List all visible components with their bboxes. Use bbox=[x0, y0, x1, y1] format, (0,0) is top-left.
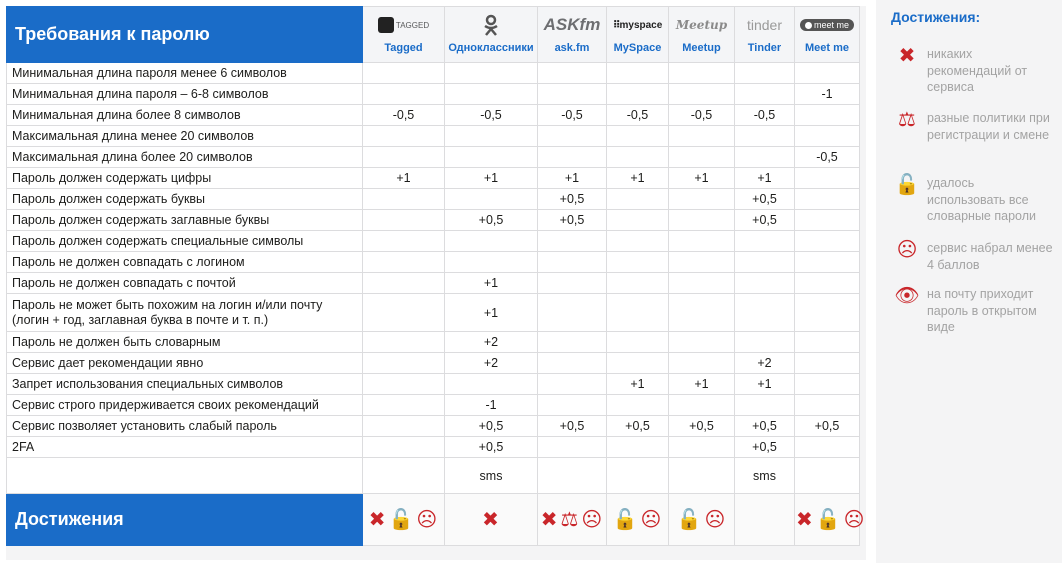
cross-icon: ✖ bbox=[796, 509, 814, 531]
score-cell: -0,5 bbox=[445, 105, 538, 126]
score-cell: +1 bbox=[735, 168, 795, 189]
table-row bbox=[7, 395, 860, 416]
table-row bbox=[7, 168, 860, 189]
score-cell bbox=[607, 189, 669, 210]
score-cell bbox=[363, 294, 445, 332]
score-cell bbox=[669, 210, 735, 231]
score-cell bbox=[363, 458, 445, 494]
score-cell: +0,5 bbox=[445, 437, 538, 458]
score-cell bbox=[607, 231, 669, 252]
score-cell bbox=[445, 189, 538, 210]
score-cell bbox=[607, 84, 669, 105]
achievements-row-title: Достижения bbox=[7, 494, 363, 546]
achievements-cell bbox=[363, 494, 445, 546]
score-cell bbox=[669, 332, 735, 353]
score-cell bbox=[669, 458, 735, 494]
score-cell bbox=[735, 294, 795, 332]
service-name: Tagged bbox=[384, 42, 423, 54]
requirement-label-text: Сервис строго придерживается своих рекомендаций bbox=[12, 397, 319, 412]
score-cell bbox=[607, 395, 669, 416]
requirement-label bbox=[7, 105, 363, 126]
requirement-label-text: Пароль не должен совпадать с логином bbox=[12, 254, 245, 269]
score-cell bbox=[607, 437, 669, 458]
service-meetup bbox=[669, 7, 735, 63]
score-cell bbox=[669, 63, 735, 84]
score-cell bbox=[538, 84, 607, 105]
meetup-logo-icon: Meetup bbox=[675, 18, 728, 32]
score-cell: +1 bbox=[538, 168, 607, 189]
score-cell bbox=[538, 231, 607, 252]
score-cell bbox=[735, 63, 795, 84]
achievements-cell bbox=[538, 494, 607, 546]
score-cell: sms bbox=[445, 458, 538, 494]
score-cell bbox=[735, 231, 795, 252]
sad-face-icon: ☹ bbox=[640, 509, 663, 531]
requirement-label bbox=[7, 252, 363, 273]
myspace-logo-icon: ⠿myspace bbox=[612, 19, 663, 31]
score-cell bbox=[669, 147, 735, 168]
score-cell bbox=[795, 437, 860, 458]
score-cell bbox=[735, 252, 795, 273]
table-row bbox=[7, 147, 860, 168]
requirement-label bbox=[7, 437, 363, 458]
score-cell bbox=[363, 189, 445, 210]
sad-face-icon: ☹ bbox=[843, 509, 866, 531]
score-cell: +1 bbox=[607, 168, 669, 189]
requirement-label-text: Сервис дает рекомендации явно bbox=[12, 355, 204, 370]
table-row bbox=[7, 252, 860, 273]
score-cell: +1 bbox=[607, 374, 669, 395]
legend-item-text: разные политики при регистрации и смене bbox=[927, 111, 1050, 142]
requirement-label bbox=[7, 63, 363, 84]
score-cell bbox=[607, 332, 669, 353]
sad-face-icon: ☹ bbox=[581, 509, 604, 531]
score-cell: -1 bbox=[445, 395, 538, 416]
table-row bbox=[7, 126, 860, 147]
score-cell: +1 bbox=[669, 168, 735, 189]
service-askfm bbox=[538, 7, 607, 63]
requirement-label-text: Минимальная длина пароля менее 6 символов bbox=[12, 65, 287, 80]
score-cell bbox=[795, 294, 860, 332]
score-cell bbox=[363, 416, 445, 437]
achievements-cell bbox=[669, 494, 735, 546]
unlock-icon: 🔓 bbox=[815, 509, 842, 531]
requirement-label-text: Пароль должен содержать цифры bbox=[12, 170, 212, 185]
score-cell: +0,5 bbox=[538, 189, 607, 210]
score-cell: +0,5 bbox=[538, 416, 607, 437]
requirement-label bbox=[7, 273, 363, 294]
score-cell bbox=[669, 126, 735, 147]
score-cell bbox=[795, 168, 860, 189]
score-cell bbox=[735, 332, 795, 353]
score-cell bbox=[445, 252, 538, 273]
table-row bbox=[7, 105, 860, 126]
score-cell: +0,5 bbox=[669, 416, 735, 437]
score-cell: -0,5 bbox=[538, 105, 607, 126]
legend-item-text: удалось использовать все словарные пароли bbox=[927, 176, 1036, 223]
service-name: Meetup bbox=[682, 42, 721, 54]
score-cell: +0,5 bbox=[795, 416, 860, 437]
cross-icon: ✖ bbox=[540, 509, 559, 531]
legend-panel bbox=[876, 0, 1062, 563]
legend-item-text: никаких рекомендаций от сервиса bbox=[927, 47, 1028, 94]
requirement-label-text: Сервис позволяет установить слабый пароль bbox=[12, 418, 277, 433]
score-cell bbox=[445, 126, 538, 147]
score-cell bbox=[445, 374, 538, 395]
score-cell bbox=[363, 395, 445, 416]
table-row bbox=[7, 374, 860, 395]
requirement-label bbox=[7, 458, 363, 494]
legend-item bbox=[892, 175, 1055, 225]
score-cell bbox=[607, 126, 669, 147]
scales-icon: ⚖ bbox=[560, 509, 580, 531]
service-name: Одноклассники bbox=[448, 42, 534, 54]
unlock-icon: 🔓 bbox=[388, 509, 415, 531]
requirement-label-text: Пароль должен содержать заглавные буквы bbox=[12, 212, 270, 227]
score-cell bbox=[607, 273, 669, 294]
score-cell bbox=[363, 126, 445, 147]
score-cell bbox=[669, 231, 735, 252]
requirement-label bbox=[7, 294, 363, 332]
score-cell bbox=[735, 147, 795, 168]
comparison-table-panel bbox=[6, 6, 866, 560]
score-cell bbox=[795, 105, 860, 126]
score-cell bbox=[538, 63, 607, 84]
requirement-label bbox=[7, 210, 363, 231]
cross-icon: ✖ bbox=[482, 509, 500, 531]
score-cell bbox=[607, 252, 669, 273]
requirement-label bbox=[7, 416, 363, 437]
service-tinder bbox=[735, 7, 795, 63]
requirement-label bbox=[7, 147, 363, 168]
scales-icon: ⚖ bbox=[898, 109, 916, 131]
score-cell: -0,5 bbox=[735, 105, 795, 126]
score-cell bbox=[363, 84, 445, 105]
score-cell: +0,5 bbox=[538, 210, 607, 231]
requirement-label-text: Пароль должен содержать специальные символы bbox=[12, 233, 304, 248]
score-cell: +2 bbox=[445, 353, 538, 374]
requirement-label-text: Максимальная длина менее 20 символов bbox=[12, 128, 254, 143]
score-cell bbox=[363, 252, 445, 273]
score-cell bbox=[607, 294, 669, 332]
requirement-label bbox=[7, 231, 363, 252]
score-cell bbox=[538, 332, 607, 353]
score-cell bbox=[795, 353, 860, 374]
score-cell bbox=[363, 231, 445, 252]
score-cell bbox=[363, 210, 445, 231]
score-cell bbox=[669, 395, 735, 416]
score-cell bbox=[538, 458, 607, 494]
score-cell: +2 bbox=[445, 332, 538, 353]
score-cell bbox=[669, 84, 735, 105]
score-cell bbox=[795, 273, 860, 294]
score-cell bbox=[538, 147, 607, 168]
requirement-label bbox=[7, 395, 363, 416]
score-cell bbox=[607, 63, 669, 84]
meetme-logo-icon: meet me bbox=[797, 13, 857, 37]
requirement-label-text: Запрет использования специальных символов bbox=[12, 376, 284, 391]
score-cell bbox=[363, 374, 445, 395]
score-cell bbox=[795, 210, 860, 231]
score-cell bbox=[795, 332, 860, 353]
score-cell: -0,5 bbox=[363, 105, 445, 126]
score-cell: -0,5 bbox=[795, 147, 860, 168]
score-cell: +0,5 bbox=[445, 416, 538, 437]
score-cell bbox=[607, 147, 669, 168]
service-myspace bbox=[607, 7, 669, 63]
score-cell: +1 bbox=[445, 273, 538, 294]
score-cell bbox=[538, 294, 607, 332]
legend-item-text: на почту приходит пароль в открытом виде bbox=[927, 287, 1037, 334]
requirement-label-text: Пароль не может быть похожим на логин и/или почту bbox=[12, 297, 323, 312]
score-cell: -0,5 bbox=[607, 105, 669, 126]
table-row bbox=[7, 294, 860, 332]
score-cell bbox=[607, 210, 669, 231]
legend-item bbox=[892, 240, 1055, 273]
score-cell: +0,5 bbox=[735, 189, 795, 210]
table-row bbox=[7, 231, 860, 252]
score-cell: sms bbox=[735, 458, 795, 494]
score-cell bbox=[735, 273, 795, 294]
score-cell bbox=[445, 231, 538, 252]
password-requirements-table bbox=[6, 6, 866, 546]
table-row bbox=[7, 210, 860, 231]
table-row bbox=[7, 332, 860, 353]
unlock-icon: 🔓 bbox=[612, 509, 639, 531]
service-meetme bbox=[795, 7, 860, 63]
score-cell bbox=[363, 332, 445, 353]
score-cell: +1 bbox=[735, 374, 795, 395]
service-name: Tinder bbox=[747, 42, 782, 54]
score-cell bbox=[538, 437, 607, 458]
tagged-logo-icon: TAGGED bbox=[365, 13, 442, 37]
score-cell bbox=[363, 273, 445, 294]
score-cell: -1 bbox=[795, 84, 860, 105]
requirement-label bbox=[7, 84, 363, 105]
service-odnoklassniki bbox=[445, 7, 538, 63]
score-cell bbox=[795, 252, 860, 273]
achievements-cell bbox=[607, 494, 669, 546]
odnoklassniki-logo-icon bbox=[447, 13, 535, 37]
score-cell bbox=[735, 126, 795, 147]
score-cell bbox=[735, 395, 795, 416]
service-name: Meet me bbox=[804, 42, 850, 54]
legend-title: Достижения: bbox=[891, 9, 981, 25]
score-cell: +1 bbox=[363, 168, 445, 189]
score-cell bbox=[607, 458, 669, 494]
score-cell bbox=[795, 231, 860, 252]
score-cell bbox=[363, 147, 445, 168]
table-row bbox=[7, 416, 860, 437]
requirement-label-text: Минимальная длина более 8 символов bbox=[12, 107, 241, 122]
requirement-label bbox=[7, 168, 363, 189]
score-cell bbox=[669, 273, 735, 294]
requirement-label bbox=[7, 189, 363, 210]
requirement-label bbox=[7, 126, 363, 147]
score-cell: +2 bbox=[735, 353, 795, 374]
score-cell: +1 bbox=[445, 168, 538, 189]
requirement-label-text: Пароль не должен быть словарным bbox=[12, 334, 221, 349]
table-header-title: Требования к паролю bbox=[7, 7, 363, 63]
score-cell bbox=[669, 294, 735, 332]
score-cell bbox=[363, 353, 445, 374]
score-cell bbox=[669, 437, 735, 458]
score-cell bbox=[538, 273, 607, 294]
service-name: MySpace bbox=[613, 42, 662, 54]
table-row bbox=[7, 458, 860, 494]
cross-icon: ✖ bbox=[368, 509, 387, 531]
score-cell bbox=[538, 395, 607, 416]
score-cell bbox=[669, 353, 735, 374]
sad-face-icon: ☹ bbox=[896, 239, 918, 261]
cross-icon: ✖ bbox=[898, 45, 916, 67]
score-cell bbox=[669, 252, 735, 273]
table-row bbox=[7, 63, 860, 84]
score-cell bbox=[538, 374, 607, 395]
score-cell: +0,5 bbox=[735, 210, 795, 231]
table-row bbox=[7, 273, 860, 294]
score-cell bbox=[538, 126, 607, 147]
score-cell bbox=[795, 189, 860, 210]
score-cell: -0,5 bbox=[669, 105, 735, 126]
legend-item bbox=[892, 46, 1055, 96]
score-cell: +0,5 bbox=[735, 437, 795, 458]
requirement-label-text-line2: (логин + год, заглавная буква в почте и т. п.) bbox=[12, 312, 269, 327]
tinder-logo-icon: tinder bbox=[746, 17, 783, 33]
unlock-icon: 🔓 bbox=[676, 509, 703, 531]
sad-face-icon: ☹ bbox=[704, 509, 727, 531]
score-cell bbox=[795, 126, 860, 147]
score-cell bbox=[445, 147, 538, 168]
requirement-label bbox=[7, 332, 363, 353]
score-cell: +1 bbox=[669, 374, 735, 395]
legend-item bbox=[892, 286, 1055, 336]
table-row bbox=[7, 437, 860, 458]
score-cell: +0,5 bbox=[607, 416, 669, 437]
table-row bbox=[7, 84, 860, 105]
requirement-label bbox=[7, 353, 363, 374]
score-cell bbox=[669, 189, 735, 210]
score-cell: +1 bbox=[445, 294, 538, 332]
score-cell bbox=[795, 458, 860, 494]
score-cell bbox=[795, 395, 860, 416]
achievements-cell bbox=[735, 494, 795, 546]
requirement-label bbox=[7, 374, 363, 395]
requirement-label-text: Максимальная длина более 20 символов bbox=[12, 149, 253, 164]
sad-face-icon: ☹ bbox=[416, 509, 439, 531]
requirement-label-text: Минимальная длина пароля – 6-8 символов bbox=[12, 86, 269, 101]
unlock-icon: 🔓 bbox=[894, 174, 920, 196]
score-cell bbox=[735, 84, 795, 105]
eye-icon: 👁 bbox=[894, 285, 920, 307]
table-row bbox=[7, 189, 860, 210]
achievements-cell bbox=[795, 494, 866, 546]
score-cell bbox=[363, 437, 445, 458]
score-cell bbox=[795, 374, 860, 395]
score-cell: +0,5 bbox=[735, 416, 795, 437]
requirement-label-text: 2FA bbox=[12, 439, 35, 454]
askfm-logo-icon: ASKfm bbox=[543, 15, 601, 34]
score-cell bbox=[607, 353, 669, 374]
score-cell: +0,5 bbox=[445, 210, 538, 231]
service-tagged bbox=[363, 7, 445, 63]
achievements-cell bbox=[445, 494, 538, 546]
score-cell bbox=[445, 84, 538, 105]
score-cell bbox=[538, 252, 607, 273]
score-cell bbox=[795, 63, 860, 84]
table-row bbox=[7, 353, 860, 374]
score-cell bbox=[363, 63, 445, 84]
legend-item-text: сервис набрал менее 4 баллов bbox=[927, 241, 1053, 272]
score-cell bbox=[538, 353, 607, 374]
service-name: ask.fm bbox=[554, 42, 590, 54]
requirement-label-text: Пароль должен содержать буквы bbox=[12, 191, 206, 206]
legend-item bbox=[892, 110, 1055, 143]
score-cell bbox=[445, 63, 538, 84]
requirement-label-text: Пароль не должен совпадать с почтой bbox=[12, 275, 236, 290]
